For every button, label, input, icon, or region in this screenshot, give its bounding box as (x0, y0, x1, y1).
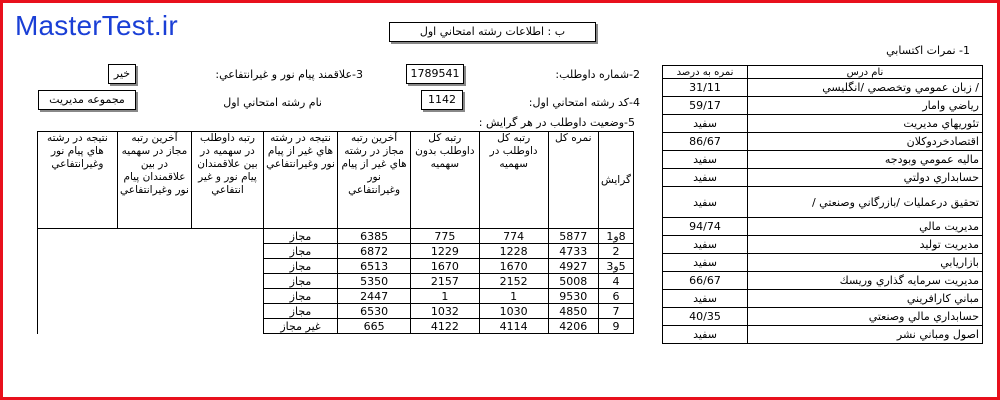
branch-col-header: آخرين رتبه مجاز در سهميه در بين علاقمندان پيام نور وغيرانتفاعي (117, 132, 191, 229)
grade-score: 94/74 (663, 218, 748, 236)
grades-table (662, 65, 983, 344)
branch-cell-last-rank: 5350 (338, 274, 411, 289)
grade-score: 40/35 (663, 308, 748, 326)
branch-cell-total: 4206 (548, 319, 598, 334)
branch-cell-rank-noquota: 775 (410, 229, 479, 244)
grade-row (663, 115, 983, 133)
grade-course: مديريت توليد (748, 236, 983, 254)
grade-row (663, 290, 983, 308)
field-code-value: 1142 (421, 90, 463, 110)
grade-score: سفيد (663, 169, 748, 187)
branch-cell-total: 4927 (548, 259, 598, 274)
branch-cell-rank-quota: 1228 (479, 244, 548, 259)
candidate-number-value: 1789541 (406, 64, 464, 84)
section5-heading: 5-وضعيت داوطلب در هر گرايش : (478, 116, 635, 129)
grade-row (663, 254, 983, 272)
branch-cell-result: مجاز (263, 244, 337, 259)
branch-cell-last-rank: 665 (338, 319, 411, 334)
grade-row (663, 133, 983, 151)
grade-course: تئوريهاي مديريت (748, 115, 983, 133)
branch-cell-branch: 6 (598, 289, 633, 304)
branch-cell-branch: 7 (598, 304, 633, 319)
brand-logo: MasterTest.ir (15, 10, 178, 41)
grade-score: سفيد (663, 187, 748, 218)
grade-course: ماليه عمومي وبودجه (748, 151, 983, 169)
branch-cell-total: 9530 (548, 289, 598, 304)
grade-score: سفيد (663, 326, 748, 344)
grade-row (663, 272, 983, 290)
field-name-value: مجموعه مديريت (38, 90, 136, 110)
branch-cell-rank-quota: 1670 (479, 259, 548, 274)
branch-col-header: نتيجه در رشته هاي پيام نور وغيرانتفاعي (38, 132, 118, 229)
grade-course: بازاريابي (748, 254, 983, 272)
branch-cell-rank-noquota: 1229 (410, 244, 479, 259)
branch-col-header: نمره كل (548, 132, 598, 229)
branch-cell-rank-noquota: 1032 (410, 304, 479, 319)
branch-cell-result: مجاز (263, 259, 337, 274)
branch-cell-total: 5877 (548, 229, 598, 244)
grade-row (663, 326, 983, 344)
branch-cell-rank-quota: 1 (479, 289, 548, 304)
grade-course: مباني كارافريني (748, 290, 983, 308)
branch-cell-rank-quota: 2152 (479, 274, 548, 289)
branch-cell-rank-noquota: 2157 (410, 274, 479, 289)
grade-score: سفيد (663, 290, 748, 308)
grade-score: سفيد (663, 254, 748, 272)
grade-row (663, 218, 983, 236)
branch-cell-last-rank: 6530 (338, 304, 411, 319)
grade-course: حسابداري مالي وصنعتي (748, 308, 983, 326)
branch-cell-rank-noquota: 4122 (410, 319, 479, 334)
grade-course: مديريت مالي (748, 218, 983, 236)
grades-col-score: نمره به درصد (663, 66, 748, 79)
grade-score: 31/11 (663, 79, 748, 97)
grade-course: / زبان عمومي وتخصصي /انگليسي (748, 79, 983, 97)
branch-col-header: رتبه داوطلب در سهميه در بين علاقمندان پيام نور و غير انتفاعي (192, 132, 264, 229)
branch-col-header: رتبه كل داوطلب در سهميه (479, 132, 548, 229)
grade-row (663, 79, 983, 97)
branch-col-header: رتبه كل داوطلب بدون سهميه (410, 132, 479, 229)
branch-row (38, 229, 634, 244)
grade-row (663, 236, 983, 254)
branch-cell-result: مجاز (263, 304, 337, 319)
branch-col-header: آخرين رتبه مجاز در رشته هاي غير از پيام نور وغيرانتفاعي (338, 132, 411, 229)
branch-cell-branch: 2 (598, 244, 633, 259)
branch-col-header: گرايش (598, 132, 633, 229)
interest-value: خير (108, 64, 136, 84)
branch-cell-total: 4850 (548, 304, 598, 319)
branch-cell-result: مجاز (263, 274, 337, 289)
branch-cell-empty (38, 229, 264, 334)
branch-cell-rank-noquota: 1670 (410, 259, 479, 274)
field-name-label: نام رشته امتحاني اول (223, 96, 322, 109)
branch-cell-last-rank: 6513 (338, 259, 411, 274)
field-code-label: 4-كد رشته امتحاني اول: (528, 96, 640, 109)
grade-course: حسابداري دولتي (748, 169, 983, 187)
grade-score: سفيد (663, 151, 748, 169)
branch-cell-rank-quota: 1030 (479, 304, 548, 319)
grade-course: رياضي وامار (748, 97, 983, 115)
branch-cell-result: غير مجاز (263, 319, 337, 334)
grade-row (663, 151, 983, 169)
grade-row (663, 169, 983, 187)
section1-heading: 1- نمرات اكتسابي (886, 44, 970, 57)
grade-course: اصول ومباني نشر (748, 326, 983, 344)
grade-row (663, 308, 983, 326)
grade-score: سفيد (663, 115, 748, 133)
branch-cell-rank-quota: 774 (479, 229, 548, 244)
branch-col-header: نتيجه در رشته هاي غير از پيام نور وغيرانتفاعي (263, 132, 337, 229)
branch-cell-result: مجاز (263, 289, 337, 304)
grade-row (663, 187, 983, 218)
branch-cell-last-rank: 2447 (338, 289, 411, 304)
grade-course: اقتصادخردوكلان (748, 133, 983, 151)
interest-label: 3-علاقمند پيام نور و غيرانتفاعي: (215, 68, 363, 81)
section-title: ب : اطلاعات رشته امتحاني اول (389, 22, 596, 42)
branch-cell-branch: 9 (598, 319, 633, 334)
branch-cell-branch: 8و1 (598, 229, 633, 244)
grade-course: مديريت سرمايه گذاري وريسك (748, 272, 983, 290)
branch-cell-branch: 5و3 (598, 259, 633, 274)
grade-score: 66/67 (663, 272, 748, 290)
branch-cell-last-rank: 6872 (338, 244, 411, 259)
grade-score: سفيد (663, 236, 748, 254)
branch-cell-last-rank: 6385 (338, 229, 411, 244)
candidate-number-label: 2-شماره داوطلب: (555, 68, 640, 81)
branch-cell-rank-quota: 4114 (479, 319, 548, 334)
branch-cell-total: 5008 (548, 274, 598, 289)
grade-row (663, 97, 983, 115)
branch-cell-total: 4733 (548, 244, 598, 259)
grade-score: 59/17 (663, 97, 748, 115)
branch-status-table (37, 131, 634, 334)
branch-cell-result: مجاز (263, 229, 337, 244)
branch-cell-branch: 4 (598, 274, 633, 289)
grades-col-course: نام درس (748, 66, 983, 79)
branch-cell-rank-noquota: 1 (410, 289, 479, 304)
grade-course: تحقيق درعمليات /بازرگاني وصنعتي / (748, 187, 983, 218)
grade-score: 86/67 (663, 133, 748, 151)
